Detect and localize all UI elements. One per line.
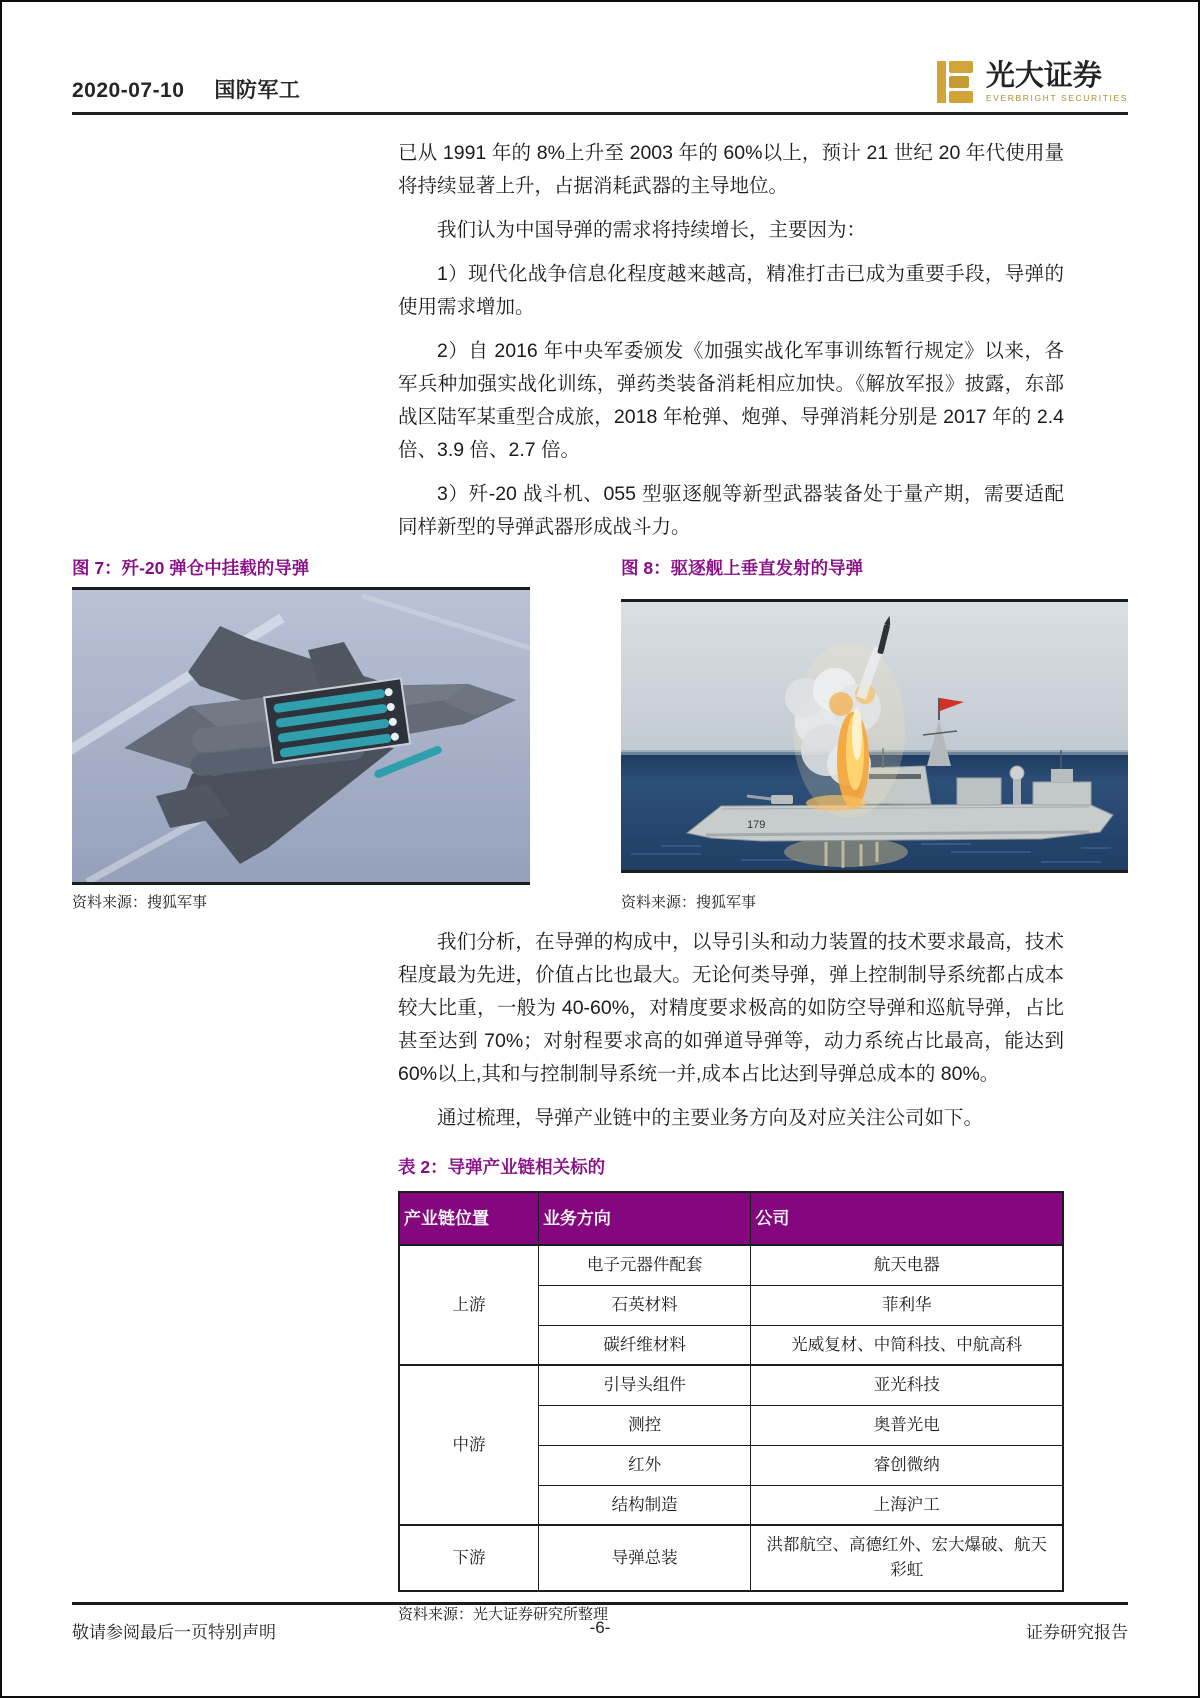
business-cell: 红外: [538, 1445, 750, 1485]
table2-title: 表 2：导弹产业链相关标的: [398, 1157, 606, 1177]
business-cell: 导弹总装: [538, 1525, 750, 1591]
logo-name-en: EVERBRIGHT SECURITIES: [985, 93, 1128, 104]
table2-source: 资料来源：光大证券研究所整理: [398, 1606, 609, 1623]
page-footer: [72, 1602, 1128, 1643]
body-text-bottom: [398, 926, 1064, 1632]
paragraph: 2）自 2016 年中央军委颁发《加强实战化军事训练暂行规定》以来，各军兵种加强实战化训练，弹药类装备消耗相应加快。《解放军报》披露，东部战区陆军某重型合成旅，2018 年枪弹、炮弹、导弹消耗分别是 2017 年的 2.4 倍、3.9 倍、2.7 倍。: [398, 340, 1064, 461]
paragraph: 已从 1991 年的 8%上升至 2003 年的 60%以上，预计 21 世纪 20 年代使用量将持续显著上升，占据消耗武器的主导地位。: [398, 142, 1064, 197]
report-section: 国防军工: [214, 79, 301, 102]
funnel: [957, 778, 1001, 805]
brand-logo: [935, 58, 1128, 106]
figure7-caption: 图 7：歼-20 弹仓中挂载的导弹: [72, 558, 310, 578]
body-text-top: [398, 137, 1064, 544]
business-cell: 碳纤维材料: [538, 1325, 750, 1365]
paragraph: 通过梳理，导弹产业链中的主要业务方向及对应关注公司如下。: [437, 1107, 984, 1129]
col-header: 公司: [751, 1192, 1063, 1245]
company-cell: 洪都航空、高德红外、宏大爆破、航天彩虹: [751, 1525, 1063, 1591]
footer-disclaimer: 敬请参阅最后一页特别声明: [72, 1623, 276, 1642]
figure-8: [621, 555, 1128, 912]
radar-dome: [1010, 766, 1024, 780]
col-header: 产业链位置: [399, 1192, 538, 1245]
col-header: 业务方向: [538, 1192, 750, 1245]
industry-chain-table: [398, 1191, 1064, 1592]
company-cell: 菲利华: [751, 1285, 1063, 1325]
company-cell: 奥普光电: [751, 1406, 1063, 1446]
figure8-source: 资料来源：搜狐军事: [621, 895, 757, 911]
company-cell: 光威复材、中简科技、中航高科: [751, 1325, 1063, 1365]
table-row: [399, 1245, 1063, 1285]
table-header-row: [399, 1192, 1063, 1245]
company-cell: 航天电器: [751, 1245, 1063, 1285]
chain-position-cell: 中游: [399, 1365, 538, 1525]
bow-gun: [771, 795, 793, 804]
page-body: [2, 137, 1198, 1632]
figures-row: [72, 555, 1128, 912]
business-cell: 引导头组件: [538, 1365, 750, 1405]
header-meta: [72, 74, 300, 106]
figure8-photo: [621, 599, 1128, 873]
table-row: [399, 1525, 1063, 1591]
business-cell: 测控: [538, 1406, 750, 1446]
business-cell: 结构制造: [538, 1485, 750, 1525]
table-row: [399, 1365, 1063, 1405]
page-header: [72, 58, 1128, 115]
hull-number: 179: [747, 819, 766, 831]
logo-text: [986, 61, 1128, 103]
business-cell: 石英材料: [538, 1285, 750, 1325]
flame-reflection: [784, 837, 908, 867]
page-number: -6-: [589, 1618, 611, 1637]
destroyer-photo: [621, 602, 1128, 870]
report-date: 2020-07-10: [72, 79, 185, 102]
figure7-source: 资料来源：搜狐军事: [72, 895, 208, 911]
logo-name-cn: 光大证券: [985, 59, 1102, 92]
company-cell: 亚光科技: [751, 1365, 1063, 1405]
footer-report-type: 证券研究报告: [1026, 1623, 1128, 1642]
company-cell: 睿创微纳: [751, 1445, 1063, 1485]
company-cell: 上海沪工: [751, 1485, 1063, 1525]
aft-superstructure: [1033, 782, 1091, 805]
j20-photo: [72, 590, 530, 882]
chain-position-cell: 下游: [399, 1525, 538, 1591]
chain-position-cell: 上游: [399, 1245, 538, 1365]
figure7-photo: [72, 587, 530, 885]
paragraph: 1）现代化战争信息化程度越来越高，精准打击已成为重要手段，导弹的使用需求增加。: [398, 263, 1064, 318]
figure-7: [72, 555, 530, 912]
paragraph: 3）歼-20 战斗机、055 型驱逐舰等新型武器装备处于量产期，需要适配同样新型的导弹武器形成战斗力。: [398, 483, 1064, 538]
paragraph: 我们分析，在导弹的构成中，以导引头和动力装置的技术要求最高，技术程度最为先进，价值占比也最大。无论何类导弹，弹上控制制导系统都占成本较大比重，一般为 40-60%，对精度要求极高的如防空导弹和巡航导弹，占比甚至达到 70%；对射程要求高的如弹道导弹等，动力系统占比最高，能达到 60%以上,其和与控制制导系统一并,成本占比达到导弹总成本的 80%。: [398, 931, 1064, 1085]
everbright-logo-icon: [935, 58, 977, 106]
paragraph: 我们认为中国导弹的需求将持续增长，主要因为：: [437, 219, 867, 241]
business-cell: 电子元器件配套: [538, 1245, 750, 1285]
figure8-caption: 图 8：驱逐舰上垂直发射的导弹: [621, 558, 864, 578]
